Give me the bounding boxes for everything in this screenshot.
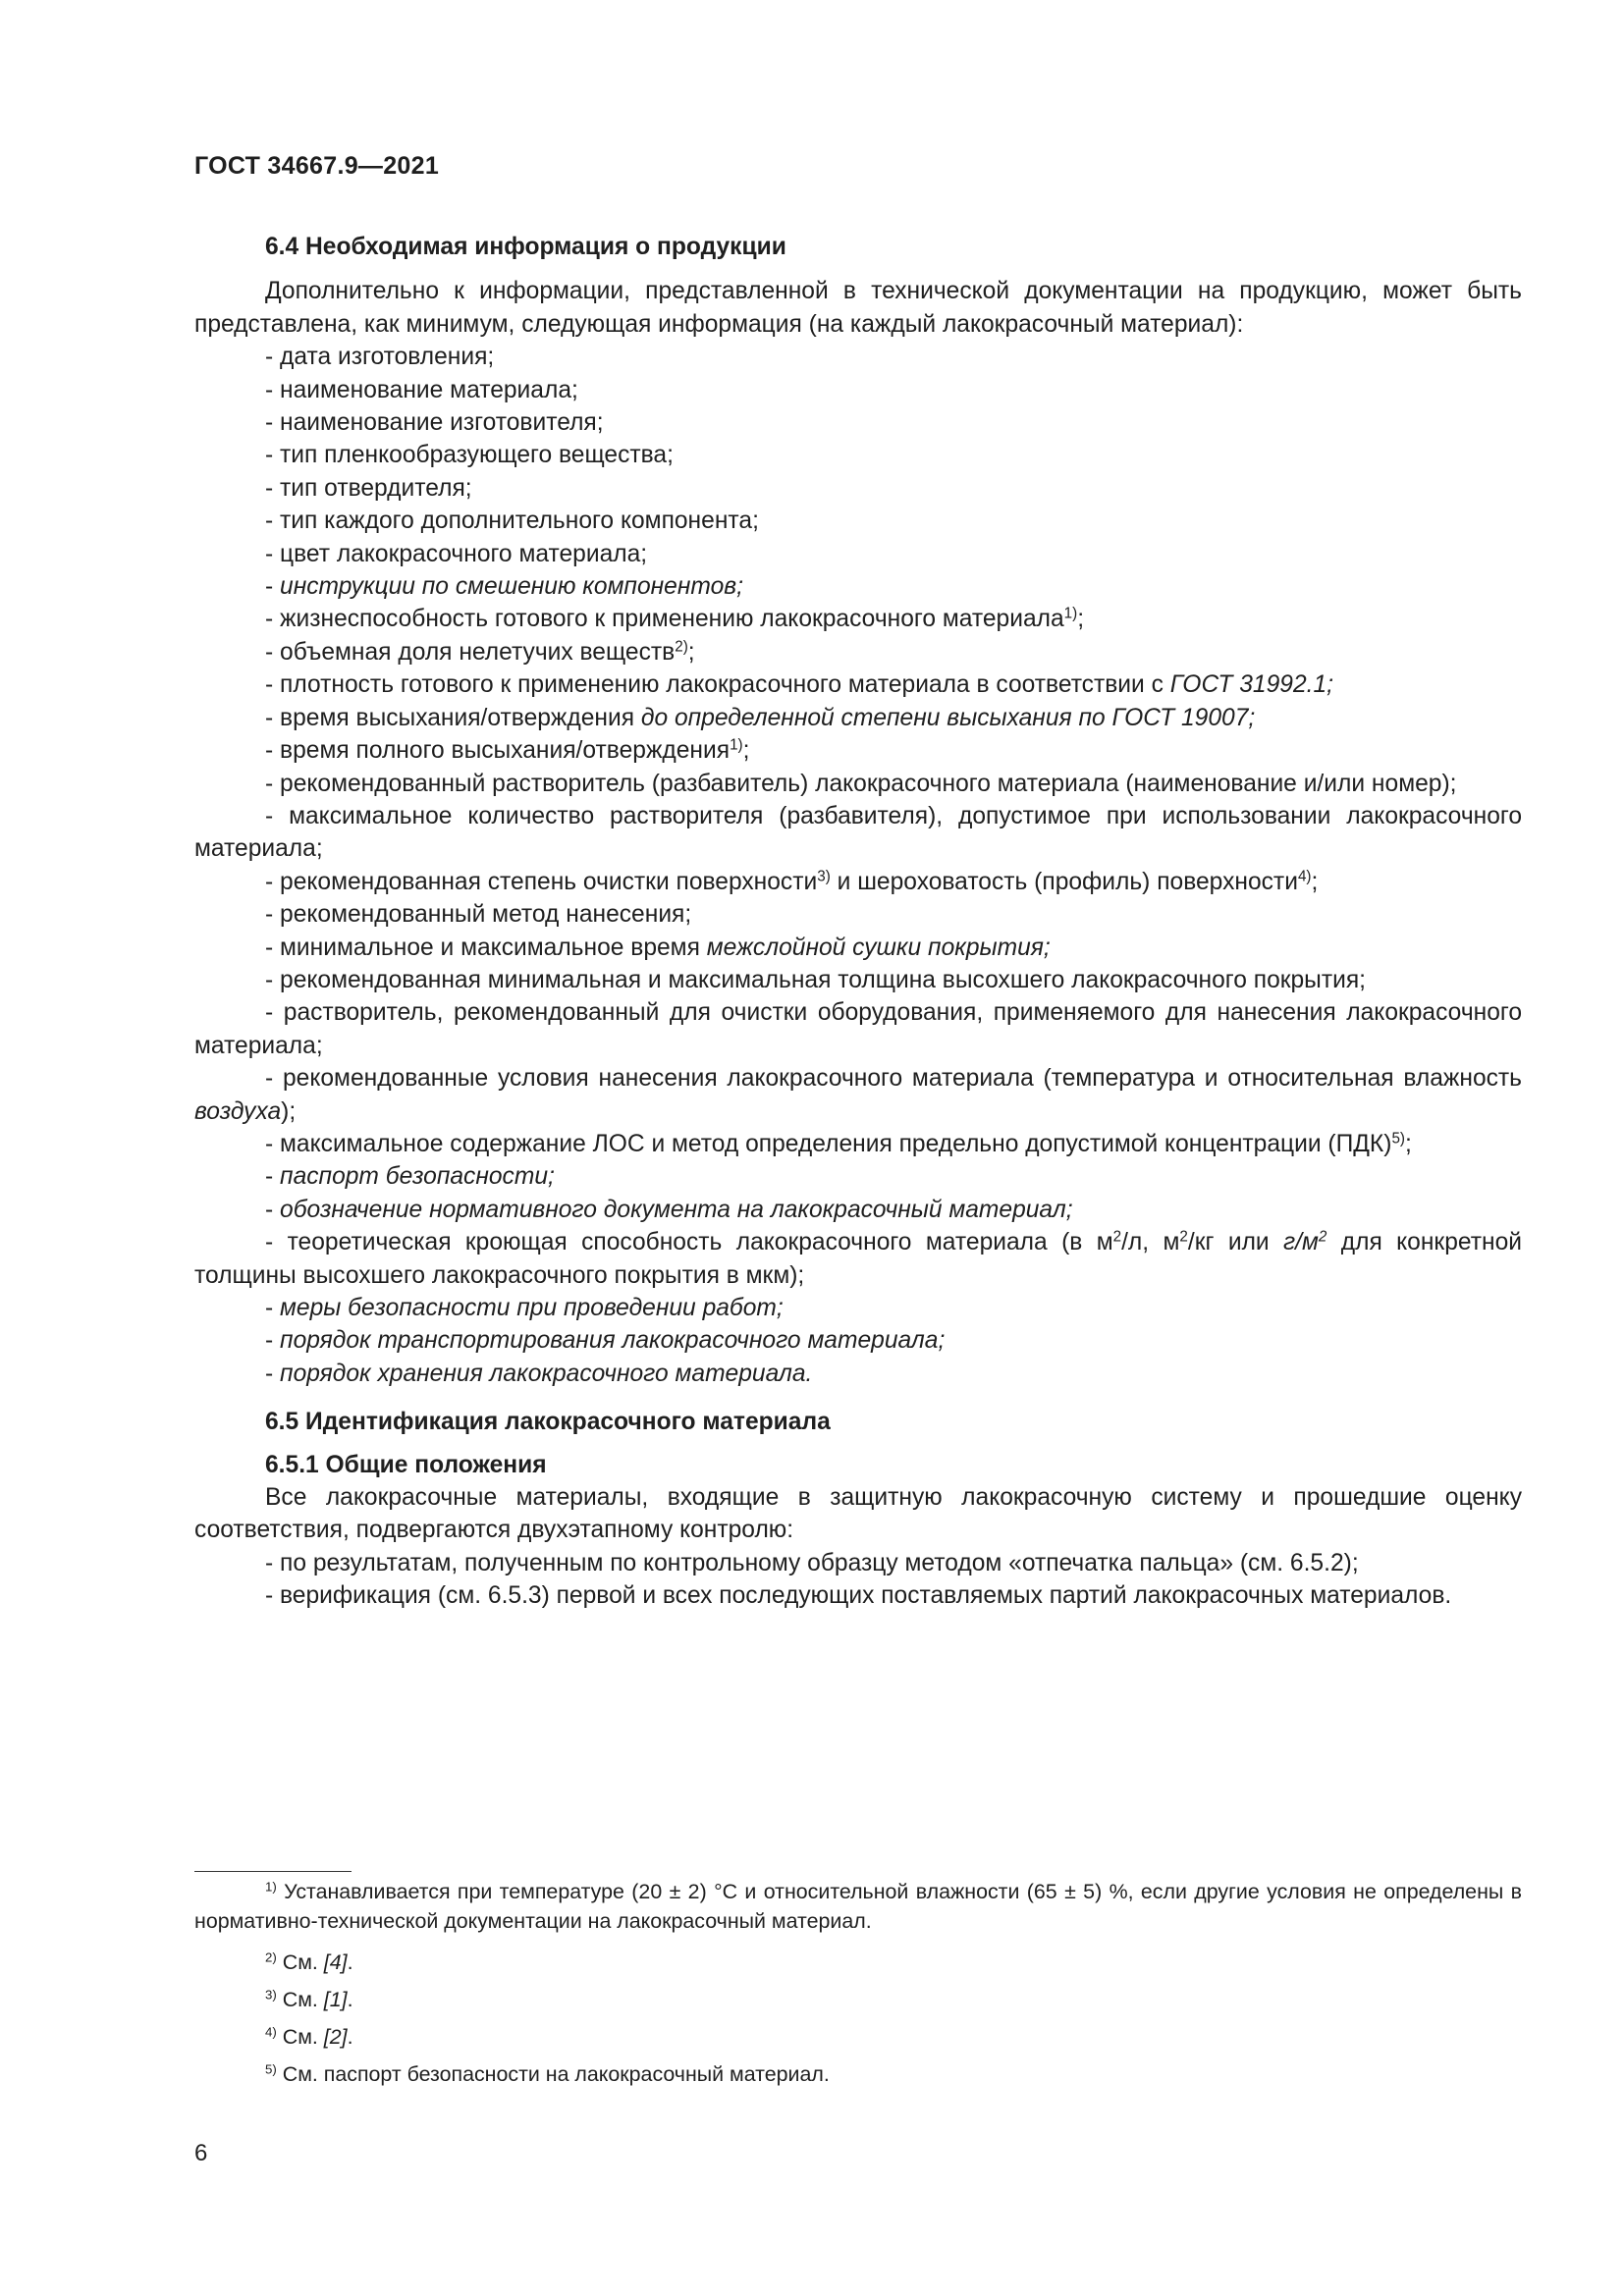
footnote: $^{4)}$ См. [2].	[265, 2024, 353, 2049]
section-heading-6-4: 6.4 Необходимая информация о продукции	[265, 234, 786, 260]
footnote-ref: 4)	[1297, 868, 1312, 885]
list-item: - инструкции по смешению компонентов;	[265, 573, 743, 601]
footnote: $^{1)}$ Устанавливается при температуре (20 ± 2) °С и относительной влажности (65 ± 5) %, если другие условия не определены в нормативно-технической документации на лакокрасочный материал.	[194, 1879, 1522, 1933]
footnote-ref: 1)	[1063, 606, 1078, 623]
list-item: - жизнеспособность готового к применению лакокрасочного материала$^{1)}$;	[265, 606, 1085, 633]
footnote-ref: 2)	[675, 638, 688, 656]
list-item: - наименование материала;	[265, 376, 578, 403]
list-item: - наименование изготовителя;	[265, 409, 604, 437]
footnotes	[194, 1877, 1522, 2097]
list-item: - время высыхания/отверждения до определенной степени высыхания по ГОСТ 19007;	[265, 704, 1256, 731]
list-item: - максимальное количество растворителя (разбавителя), допустимое при использовании лакокрасочного материала;	[194, 802, 1522, 863]
paragraph-intro: Дополнительно к информации, представленной в технической документации на продукцию, может быть представлена, как минимум, следующая информация (на каждый лакокрасочный материал):	[194, 278, 1522, 338]
page-number: 6	[194, 2140, 208, 2166]
footnote: $^{2)}$ См. [4].	[265, 1949, 353, 1974]
subsection-heading-6-5-1: 6.5.1 Общие положения	[265, 1451, 547, 1478]
list-item: - плотность готового к применению лакокрасочного материала в соответствии с ГОСТ 31992.1;	[265, 671, 1333, 699]
footnote: $^{3)}$ См. [1].	[265, 1987, 353, 2011]
list-item: - растворитель, рекомендованный для очистки оборудования, применяемого для нанесения лакокрасочного материала;	[194, 999, 1522, 1059]
list-item: - минимальное и максимальное время межслойной сушки покрытия;	[265, 934, 1051, 961]
list-item: - меры безопасности при проведении работ;	[265, 1295, 784, 1321]
footnote-ref: 5)	[1391, 1130, 1406, 1148]
footnote-ref: 3)	[817, 868, 831, 885]
list-item: - теоретическая кроющая способность лакокрасочного материала (в $м^2/л$, $м^2/кг$ или $г/м^2$ для конкретной толщины высохшего лакокрасочного покрытия в мкм);	[194, 1228, 1522, 1289]
list-item: - рекомендованная степень очистки поверхности$^{3)}$ и шероховатость (профиль) поверхности$^{4)}$;	[265, 868, 1319, 895]
paragraph: Все лакокрасочные материалы, входящие в защитную лакокрасочную систему и прошедшие оценку соответствия, подвергаются двухэтапному контролю:	[194, 1484, 1522, 1544]
list-item: - объемная доля нелетучих веществ$^{2)}$;	[265, 638, 695, 666]
list-item: - дата изготовления;	[265, 344, 495, 371]
footnote-divider	[194, 1871, 352, 1872]
list-item: - порядок транспортирования лакокрасочного материала;	[265, 1327, 946, 1355]
document-header: ГОСТ 34667.9—2021	[194, 152, 440, 180]
list-item: - рекомендованные условия нанесения лакокрасочного материала (температура и относительная влажность воздуха);	[194, 1065, 1522, 1125]
list-item: - верификация (см. 6.5.3) первой и всех последующих поставляемых партий лакокрасочных материалов.	[265, 1582, 1452, 1610]
document-body	[194, 231, 1522, 1613]
list-item: - цвет лакокрасочного материала;	[265, 540, 648, 567]
list-item: - по результатам, полученным по контрольному образцу методом «отпечатка пальца» (см. 6.5.2);	[265, 1549, 1359, 1576]
list-item: - обозначение нормативного документа на лакокрасочный материал;	[265, 1196, 1073, 1223]
footnote-ref: 1)	[730, 736, 743, 754]
list-item: - порядок хранения лакокрасочного материала.	[265, 1360, 813, 1387]
list-item: - тип каждого дополнительного компонента;	[265, 507, 759, 535]
list-item: - рекомендованный растворитель (разбавитель) лакокрасочного материала (наименование и/или номер);	[265, 770, 1457, 797]
list-item: - рекомендованный метод нанесения;	[265, 901, 692, 929]
list-item: - время полного высыхания/отверждения$^{1)}$;	[265, 736, 750, 765]
footnote: $^{5)}$ См. паспорт безопасности на лакокрасочный материал.	[265, 2061, 830, 2086]
list-item: - тип пленкообразующего вещества;	[265, 442, 674, 469]
list-item: - рекомендованная минимальная и максимальная толщина высохшего лакокрасочного покрытия;	[265, 966, 1367, 993]
list-item: - тип отвердителя;	[265, 474, 472, 502]
list-item: - максимальное содержание ЛОС и метод определения предельно допустимой концентрации (ПДК)$^{5)}$;	[265, 1130, 1412, 1157]
list-item: - паспорт безопасности;	[265, 1163, 555, 1191]
section-heading-6-5: 6.5 Идентификация лакокрасочного материала	[265, 1409, 831, 1436]
